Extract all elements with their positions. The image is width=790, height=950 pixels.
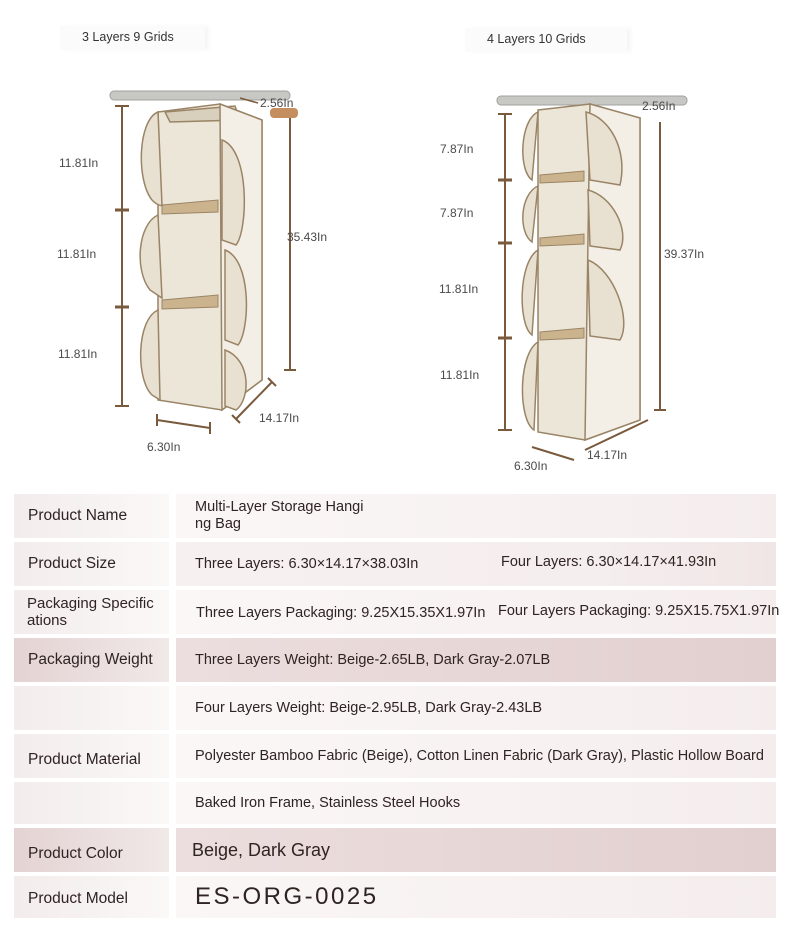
value-product-name (176, 492, 776, 540)
row-product-size (14, 540, 790, 588)
left-dim-layer2: 11.81In (57, 247, 97, 261)
value-packaging-spec (176, 588, 780, 636)
label-product-material-empty (14, 780, 169, 826)
label-packaging-weight-empty (14, 684, 169, 732)
left-dim-depth: 14.17In (259, 411, 300, 425)
value-product-color: Beige, Dark Gray (176, 826, 776, 874)
value-product-model: ES-ORG-0025 (176, 874, 776, 920)
product-material-text: Polyester Bamboo Fabric (Beige), Cotton Linen Fabric (Dark Gray), Plastic Hollow Board (195, 748, 764, 764)
packaging-spec-four: Four Layers Packaging: 9.25X15.75X1.97In (498, 603, 780, 619)
row-product-model (14, 874, 790, 920)
right-organizer-illustration (497, 96, 687, 460)
value-product-material-2: Baked Iron Frame, Stainless Steel Hooks (176, 780, 776, 826)
row-product-material (14, 732, 790, 780)
product-size-four: Four Layers: 6.30×14.17×41.93In (501, 554, 717, 570)
label-product-color: Product Color (14, 826, 169, 874)
right-dim-layer3: 11.81In (439, 282, 479, 296)
packaging-spec-three: Three Layers Packaging: 9.25X15.35X1.97In (196, 605, 486, 621)
row-packaging-spec (14, 588, 790, 636)
label-product-material: Product Material (14, 732, 169, 780)
left-dim-height: 35.43In (287, 230, 328, 244)
left-dim-layer1: 11.81In (59, 156, 99, 170)
right-dim-layer4: 11.81In (440, 368, 480, 382)
product-name-text: Multi-Layer Storage Hanging Bag (195, 499, 364, 532)
right-dim-layer1: 7.87In (440, 142, 474, 156)
right-dim-layer2: 7.87In (440, 206, 474, 220)
right-dim-width: 6.30In (514, 459, 548, 473)
label-product-name: Product Name (14, 492, 169, 540)
label-packaging-spec: Packaging Specifications (14, 588, 169, 636)
right-dim-height: 39.37In (664, 247, 705, 261)
right-dim-top: 2.56In (642, 99, 676, 113)
value-product-material (176, 732, 776, 780)
value-packaging-weight-four: Four Layers Weight: Beige-2.95LB, Dark Gray-2.43LB (176, 684, 776, 732)
value-product-size (176, 540, 776, 588)
left-dim-top: 2.56In (260, 96, 294, 110)
left-organizer-illustration (110, 91, 298, 434)
label-product-size: Product Size (14, 540, 169, 588)
value-packaging-weight-three: Three Layers Weight: Beige-2.65LB, Dark Gray-2.07LB (176, 636, 776, 684)
label-product-model: Product Model (14, 874, 169, 920)
left-dim-layer3: 11.81In (58, 347, 98, 361)
left-caption: 3 Layers 9 Grids (60, 26, 205, 50)
product-size-three: Three Layers: 6.30×14.17×38.03In (195, 556, 419, 572)
row-product-name (14, 492, 790, 540)
row-packaging-weight-2 (14, 684, 790, 732)
row-product-color (14, 826, 790, 874)
left-dim-width: 6.30In (147, 440, 181, 454)
label-packaging-weight: Packaging Weight (14, 636, 169, 684)
row-product-material-2 (14, 780, 790, 826)
right-caption: 4 Layers 10 Grids (465, 28, 627, 52)
right-dim-depth: 14.17In (587, 448, 628, 462)
row-packaging-weight (14, 636, 790, 684)
